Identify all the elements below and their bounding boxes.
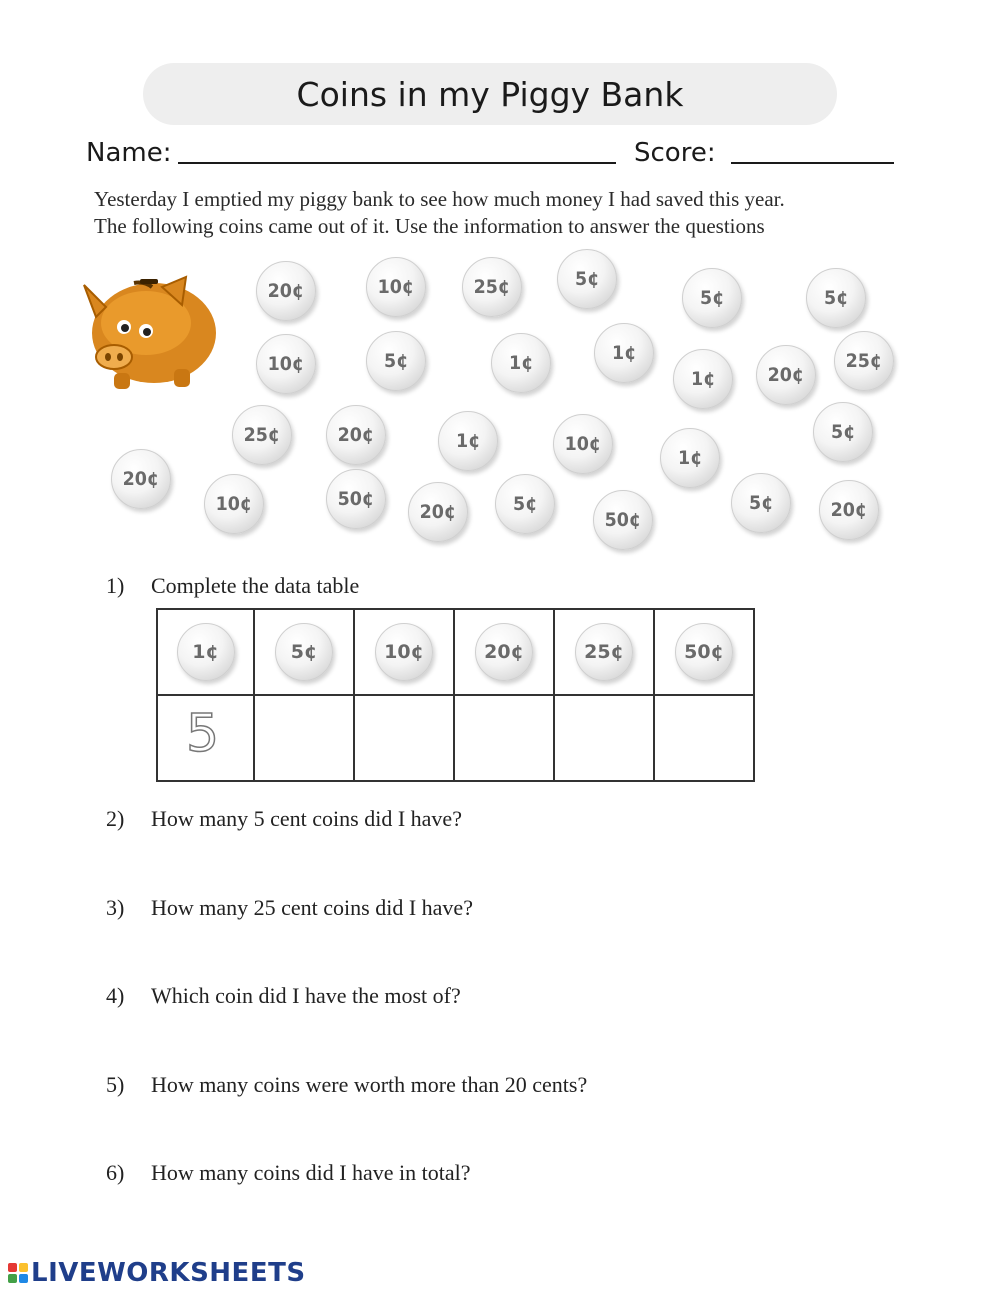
coin-label: 10¢ xyxy=(564,433,602,455)
answer-cell-5c xyxy=(254,695,354,781)
coin-label: 1¢ xyxy=(611,342,637,364)
question-text: How many 5 cent coins did I have? xyxy=(151,806,462,831)
question-number: 6) xyxy=(106,1160,125,1185)
coin xyxy=(177,623,235,681)
coin-label: 20¢ xyxy=(767,364,805,386)
liveworksheets-logo[interactable] xyxy=(8,1258,306,1288)
coin-label: 25¢ xyxy=(584,641,624,663)
coin xyxy=(553,414,613,474)
coin xyxy=(660,428,720,488)
header-cell-50c xyxy=(654,609,754,695)
coin-label: 50¢ xyxy=(684,641,724,663)
question-5 xyxy=(106,1072,587,1098)
coin-label: 25¢ xyxy=(845,350,883,372)
coin-label: 5¢ xyxy=(574,268,600,290)
coin xyxy=(557,249,617,309)
coin-label: 1¢ xyxy=(690,368,716,390)
coin-label: 5¢ xyxy=(748,492,774,514)
coin-label: 1¢ xyxy=(677,447,703,469)
coin-label: 50¢ xyxy=(337,488,375,510)
title-banner xyxy=(143,63,837,125)
header-cell-25c xyxy=(554,609,654,695)
answer-cell-20c xyxy=(454,695,554,781)
question-4 xyxy=(106,983,461,1009)
coin xyxy=(375,623,433,681)
coin xyxy=(111,449,171,509)
coin-label: 5¢ xyxy=(383,350,409,372)
coin-label: 20¢ xyxy=(419,501,457,523)
score-label: Score: xyxy=(634,138,716,168)
coin-label: 20¢ xyxy=(122,468,160,490)
score-line xyxy=(731,162,894,164)
page-title: Coins in my Piggy Bank xyxy=(296,74,684,114)
question-number: 4) xyxy=(106,983,125,1008)
intro-line: Yesterday I emptied my piggy bank to see how much money I had saved this year. xyxy=(94,187,785,211)
coin xyxy=(326,469,386,529)
intro-text xyxy=(94,186,914,240)
coin xyxy=(275,623,333,681)
question-text: Which coin did I have the most of? xyxy=(151,983,461,1008)
question-3 xyxy=(106,895,473,921)
coin-label: 25¢ xyxy=(243,424,281,446)
coin xyxy=(673,349,733,409)
coin xyxy=(834,331,894,391)
answer-input-10c[interactable] xyxy=(355,696,453,780)
coin-label: 10¢ xyxy=(267,353,305,375)
coin xyxy=(593,490,653,550)
answer-input-20c[interactable] xyxy=(455,696,553,780)
coin xyxy=(813,402,873,462)
question-6 xyxy=(106,1160,471,1186)
coin-label: 10¢ xyxy=(384,641,424,663)
coin xyxy=(462,257,522,317)
coin-label: 5¢ xyxy=(512,493,538,515)
answer-input-50c[interactable] xyxy=(655,696,753,780)
coin xyxy=(682,268,742,328)
answer-input-5c[interactable] xyxy=(255,696,353,780)
coin xyxy=(366,257,426,317)
coin-label: 5¢ xyxy=(290,641,318,663)
coin xyxy=(495,474,555,534)
question-number: 2) xyxy=(106,806,125,831)
piggy-bank-icon xyxy=(74,265,224,395)
coin xyxy=(731,473,791,533)
answer-cell-25c xyxy=(554,695,654,781)
coin xyxy=(491,333,551,393)
coin xyxy=(256,334,316,394)
coin xyxy=(756,345,816,405)
coin-label: 20¢ xyxy=(830,499,868,521)
answer-cell-10c xyxy=(354,695,454,781)
coin xyxy=(594,323,654,383)
coin-label: 50¢ xyxy=(604,509,642,531)
coin-label: 20¢ xyxy=(337,424,375,446)
answer-input-25c[interactable] xyxy=(555,696,653,780)
coin-label: 1¢ xyxy=(192,641,219,663)
coin xyxy=(475,623,533,681)
name-line xyxy=(178,162,616,164)
answer-cell-1c xyxy=(157,695,254,781)
header-cell-5c xyxy=(254,609,354,695)
name-label: Name: xyxy=(86,138,172,168)
question-text: How many 25 cent coins did I have? xyxy=(151,895,473,920)
coin xyxy=(408,482,468,542)
answer-cell-50c xyxy=(654,695,754,781)
question-text: How many coins did I have in total? xyxy=(151,1160,471,1185)
coin-label: 1¢ xyxy=(508,352,534,374)
coin xyxy=(326,405,386,465)
header-cell-1c xyxy=(157,609,254,695)
question-number: 3) xyxy=(106,895,125,920)
coin xyxy=(438,411,498,471)
question-number: 1) xyxy=(106,573,125,598)
coin-label: 1¢ xyxy=(455,430,481,452)
coin-label: 5¢ xyxy=(699,287,725,309)
coin xyxy=(675,623,733,681)
coin xyxy=(366,331,426,391)
intro-line: The following coins came out of it. Use the information to answer the questions xyxy=(94,214,765,238)
coin-label: 20¢ xyxy=(267,280,305,302)
coin-label: 10¢ xyxy=(215,493,253,515)
question-text: How many coins were worth more than 20 cents? xyxy=(151,1072,588,1097)
data-table xyxy=(156,608,755,782)
logo-squares-icon xyxy=(8,1263,28,1283)
coin-label: 25¢ xyxy=(473,276,511,298)
coin-label: 5¢ xyxy=(830,421,856,443)
question-1 xyxy=(106,573,359,599)
coin xyxy=(819,480,879,540)
coin xyxy=(204,474,264,534)
header-cell-20c xyxy=(454,609,554,695)
coin xyxy=(806,268,866,328)
example-digit: 5 xyxy=(186,704,220,764)
coin-label: 5¢ xyxy=(823,287,849,309)
coin xyxy=(575,623,633,681)
coin xyxy=(232,405,292,465)
question-text: Complete the data table xyxy=(151,573,360,598)
question-2 xyxy=(106,806,462,832)
coin-label: 20¢ xyxy=(484,641,524,663)
coin-label: 10¢ xyxy=(377,276,415,298)
brand-text: LIVEWORKSHEETS xyxy=(31,1258,306,1288)
coin xyxy=(256,261,316,321)
question-number: 5) xyxy=(106,1072,125,1097)
header-cell-10c xyxy=(354,609,454,695)
